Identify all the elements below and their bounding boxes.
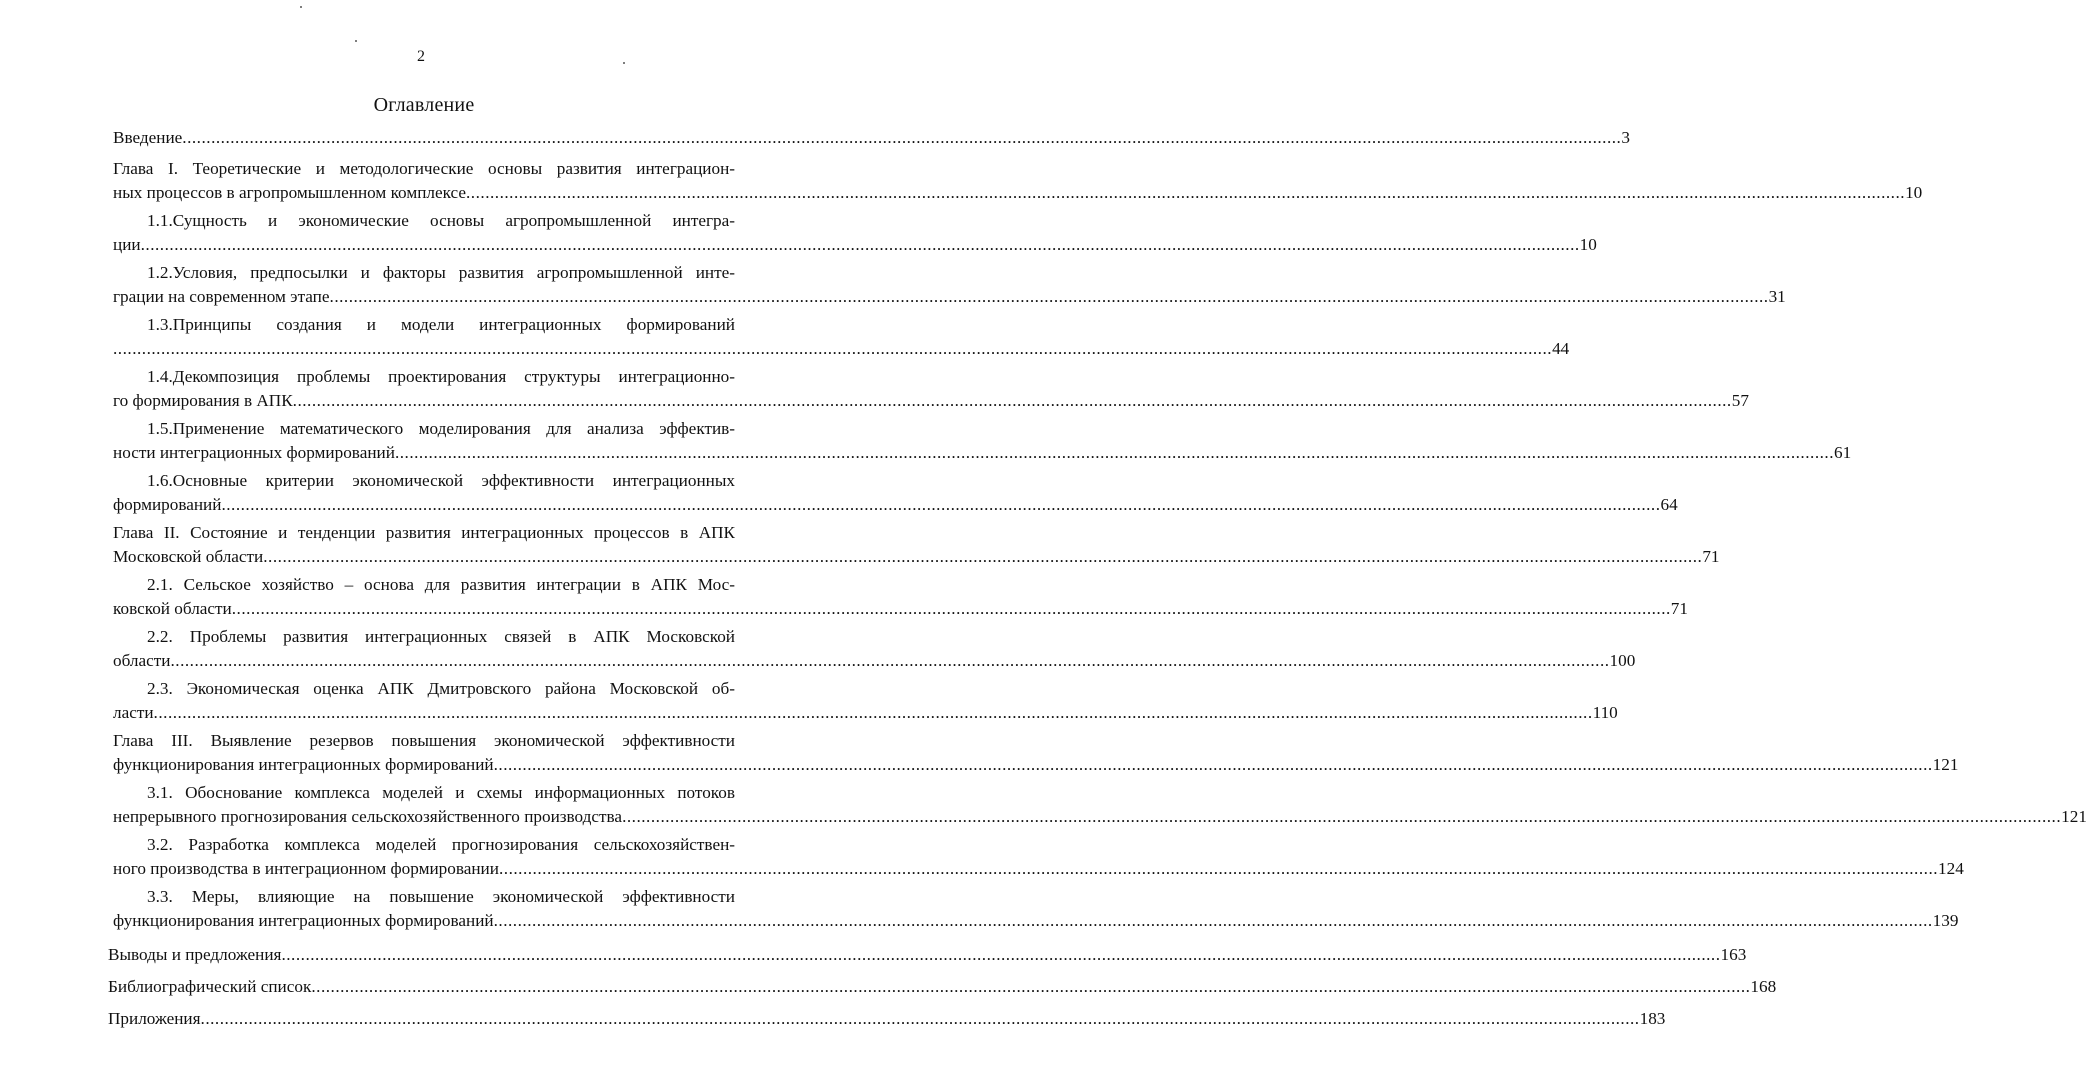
- dot-leader: ............................................................................................................................................................................................................................................................................................................: [311, 977, 1751, 996]
- toc-entry-title-line1: 3.2. Разработка комплекса моделей прогнозирования сельскохозяйствен-: [147, 835, 735, 854]
- toc-entry-ch1: [113, 157, 1923, 205]
- toc-title: Оглавление: [373, 94, 475, 116]
- toc-entry-title-line2: Московской области: [113, 547, 264, 566]
- toc-entry-title-line1: 2.1. Сельское хозяйство – основа для развития интеграции в АПК Мос-: [147, 575, 735, 594]
- toc-page-number: 110: [1592, 703, 1618, 722]
- toc-entry-s1-1: [113, 209, 1597, 257]
- back-matter-title: Библиографический список: [108, 977, 312, 996]
- dot-leader: ............................................................................................................................................................................................................................................................................................................: [493, 755, 1933, 774]
- dot-leader: ............................................................................................................................................................................................................................................................................................................: [622, 807, 2062, 826]
- toc-page-number: 100: [1609, 651, 1636, 670]
- toc-entry-title-line1: Глава I. Теоретические и методологические основы развития интеграцион-: [113, 159, 735, 178]
- toc-entry-title-line1: 1.3.Принципы создания и модели интеграционных формирований: [147, 315, 735, 334]
- toc-entry-title-line1: 3.3. Меры, влияющие на повышение экономической эффективности: [147, 887, 735, 906]
- toc-entry-title-line2: ности интеграционных формирований: [113, 443, 395, 462]
- toc-entry-title-line2: области: [113, 651, 171, 670]
- toc-entry-title-line1: Глава II. Состояние и тенденции развития интеграционных процессов в АПК: [113, 523, 735, 542]
- toc-entry-title-line1: Глава III. Выявление резервов повышения экономической эффективности: [113, 731, 735, 750]
- toc-entry-title-line2: грации на современном этапе: [113, 287, 330, 306]
- toc-page-number: 61: [1834, 443, 1852, 462]
- toc-entry-title-line2: го формирования в АПК: [113, 391, 293, 410]
- toc-entry-title-line1: 1.5.Применение математического моделирования для анализа эффектив-: [147, 419, 735, 438]
- scan-speck: [300, 6, 302, 8]
- dot-leader: ............................................................................................................................................................................................................................................................................................................: [292, 391, 1732, 410]
- scan-speck: [355, 40, 357, 42]
- dot-leader: ............................................................................................................................................................................................................................................................................................................: [153, 703, 1593, 722]
- toc-entry-title-line2: ласти: [113, 703, 154, 722]
- toc-page-number: 168: [1750, 977, 1777, 996]
- toc-page-number: 121: [1932, 755, 1959, 774]
- back-matter-bibliography: [108, 977, 1777, 997]
- toc-page-number: 10: [1579, 235, 1597, 254]
- table-of-contents: [113, 126, 2087, 937]
- toc-entry-s1-2: [113, 261, 1786, 309]
- toc-entry-title-line1: 1.6.Основные критерии экономической эффективности интеграционных: [147, 471, 735, 490]
- toc-entry-s1-3: [113, 313, 1570, 361]
- toc-entry-intro: [113, 126, 1630, 150]
- toc-entry-title-line2: непрерывного прогнозирования сельскохозяйственного производства: [113, 807, 623, 826]
- dot-leader: ............................................................................................................................................................................................................................................................................................................: [113, 339, 1553, 358]
- toc-entry-title-line1: 2.2. Проблемы развития интеграционных связей в АПК Московской: [147, 627, 735, 646]
- back-matter-appendices: [108, 1009, 1666, 1029]
- toc-page-number: 124: [1938, 859, 1964, 878]
- toc-entry-title-line1: 3.1. Обоснование комплекса моделей и схемы информационных потоков: [147, 783, 735, 802]
- dot-leader: ............................................................................................................................................................................................................................................................................................................: [170, 651, 1610, 670]
- dot-leader: ............................................................................................................................................................................................................................................................................................................: [182, 128, 1622, 147]
- toc-entry-title-line1: 1.4.Декомпозиция проблемы проектирования структуры интеграционно-: [147, 367, 735, 386]
- toc-entry-ch2: [113, 521, 1720, 569]
- dot-leader: ............................................................................................................................................................................................................................................................................................................: [140, 235, 1580, 254]
- toc-entry-title-line2: функционирования интеграционных формирований: [113, 755, 494, 774]
- toc-entry-s2-1: [113, 573, 1688, 621]
- toc-page-number: 3: [1621, 128, 1630, 147]
- dot-leader: ............................................................................................................................................................................................................................................................................................................: [493, 911, 1933, 930]
- toc-page-number: 10: [1905, 183, 1923, 202]
- back-matter-title: Выводы и предложения: [108, 945, 282, 964]
- toc-entry-title-line2: ции: [113, 235, 141, 254]
- toc-page-number: 31: [1768, 287, 1786, 306]
- toc-entry-s2-2: [113, 625, 1636, 673]
- toc-page-number: 121: [2061, 807, 2087, 826]
- dot-leader: ............................................................................................................................................................................................................................................................................................................: [200, 1009, 1640, 1028]
- toc-page-number: 139: [1932, 911, 1959, 930]
- dot-leader: ............................................................................................................................................................................................................................................................................................................: [231, 599, 1671, 618]
- toc-page-number: 71: [1702, 547, 1720, 566]
- toc-entry-title: Введение: [113, 128, 183, 147]
- toc-page-number: 163: [1720, 945, 1747, 964]
- page-number: 2: [417, 48, 425, 65]
- toc-entry-s1-5: [113, 417, 1852, 465]
- dot-leader: ............................................................................................................................................................................................................................................................................................................: [221, 495, 1661, 514]
- toc-entry-title-line1: 1.2.Условия, предпосылки и факторы развития агропромышленной инте-: [147, 263, 735, 282]
- toc-entry-title-line2: функционирования интеграционных формирований: [113, 911, 494, 930]
- dot-leader: ............................................................................................................................................................................................................................................................................................................: [329, 287, 1769, 306]
- dot-leader: ............................................................................................................................................................................................................................................................................................................: [281, 945, 1721, 964]
- dot-leader: ............................................................................................................................................................................................................................................................................................................: [394, 443, 1834, 462]
- toc-entry-s2-3: [113, 677, 1618, 725]
- toc-page-number: 44: [1552, 339, 1570, 358]
- toc-page-number: 183: [1639, 1009, 1666, 1028]
- toc-entry-title-line1: 1.1.Сущность и экономические основы агропромышленной интегра-: [147, 211, 735, 230]
- toc-entry-s3-1: [113, 781, 2087, 829]
- dot-leader: ............................................................................................................................................................................................................................................................................................................: [466, 183, 1906, 202]
- toc-entry-title-line2: формирований: [113, 495, 222, 514]
- toc-page-number: 64: [1660, 495, 1678, 514]
- toc-entry-s1-4: [113, 365, 1749, 413]
- toc-entry-s1-6: [113, 469, 1678, 517]
- toc-entry-s3-3: [113, 885, 1959, 933]
- toc-entry-title-line2: ных процессов в агропромышленном комплексе: [113, 183, 466, 202]
- toc-entry-title-line2: ковской области: [113, 599, 232, 618]
- dot-leader: ............................................................................................................................................................................................................................................................................................................: [263, 547, 1703, 566]
- toc-page-number: 71: [1670, 599, 1688, 618]
- back-matter-title: Приложения: [108, 1009, 201, 1028]
- toc-page-number: 57: [1731, 391, 1749, 410]
- back-matter-conclusions: [108, 945, 1747, 965]
- dot-leader: ............................................................................................................................................................................................................................................................................................................: [498, 859, 1939, 878]
- toc-entry-s3-2: [113, 833, 1964, 881]
- toc-entry-title-line2: ного производства в интеграционном формировании: [113, 859, 499, 878]
- toc-entry-ch3: [113, 729, 1959, 777]
- toc-entry-title-line1: 2.3. Экономическая оценка АПК Дмитровского района Московской об-: [147, 679, 735, 698]
